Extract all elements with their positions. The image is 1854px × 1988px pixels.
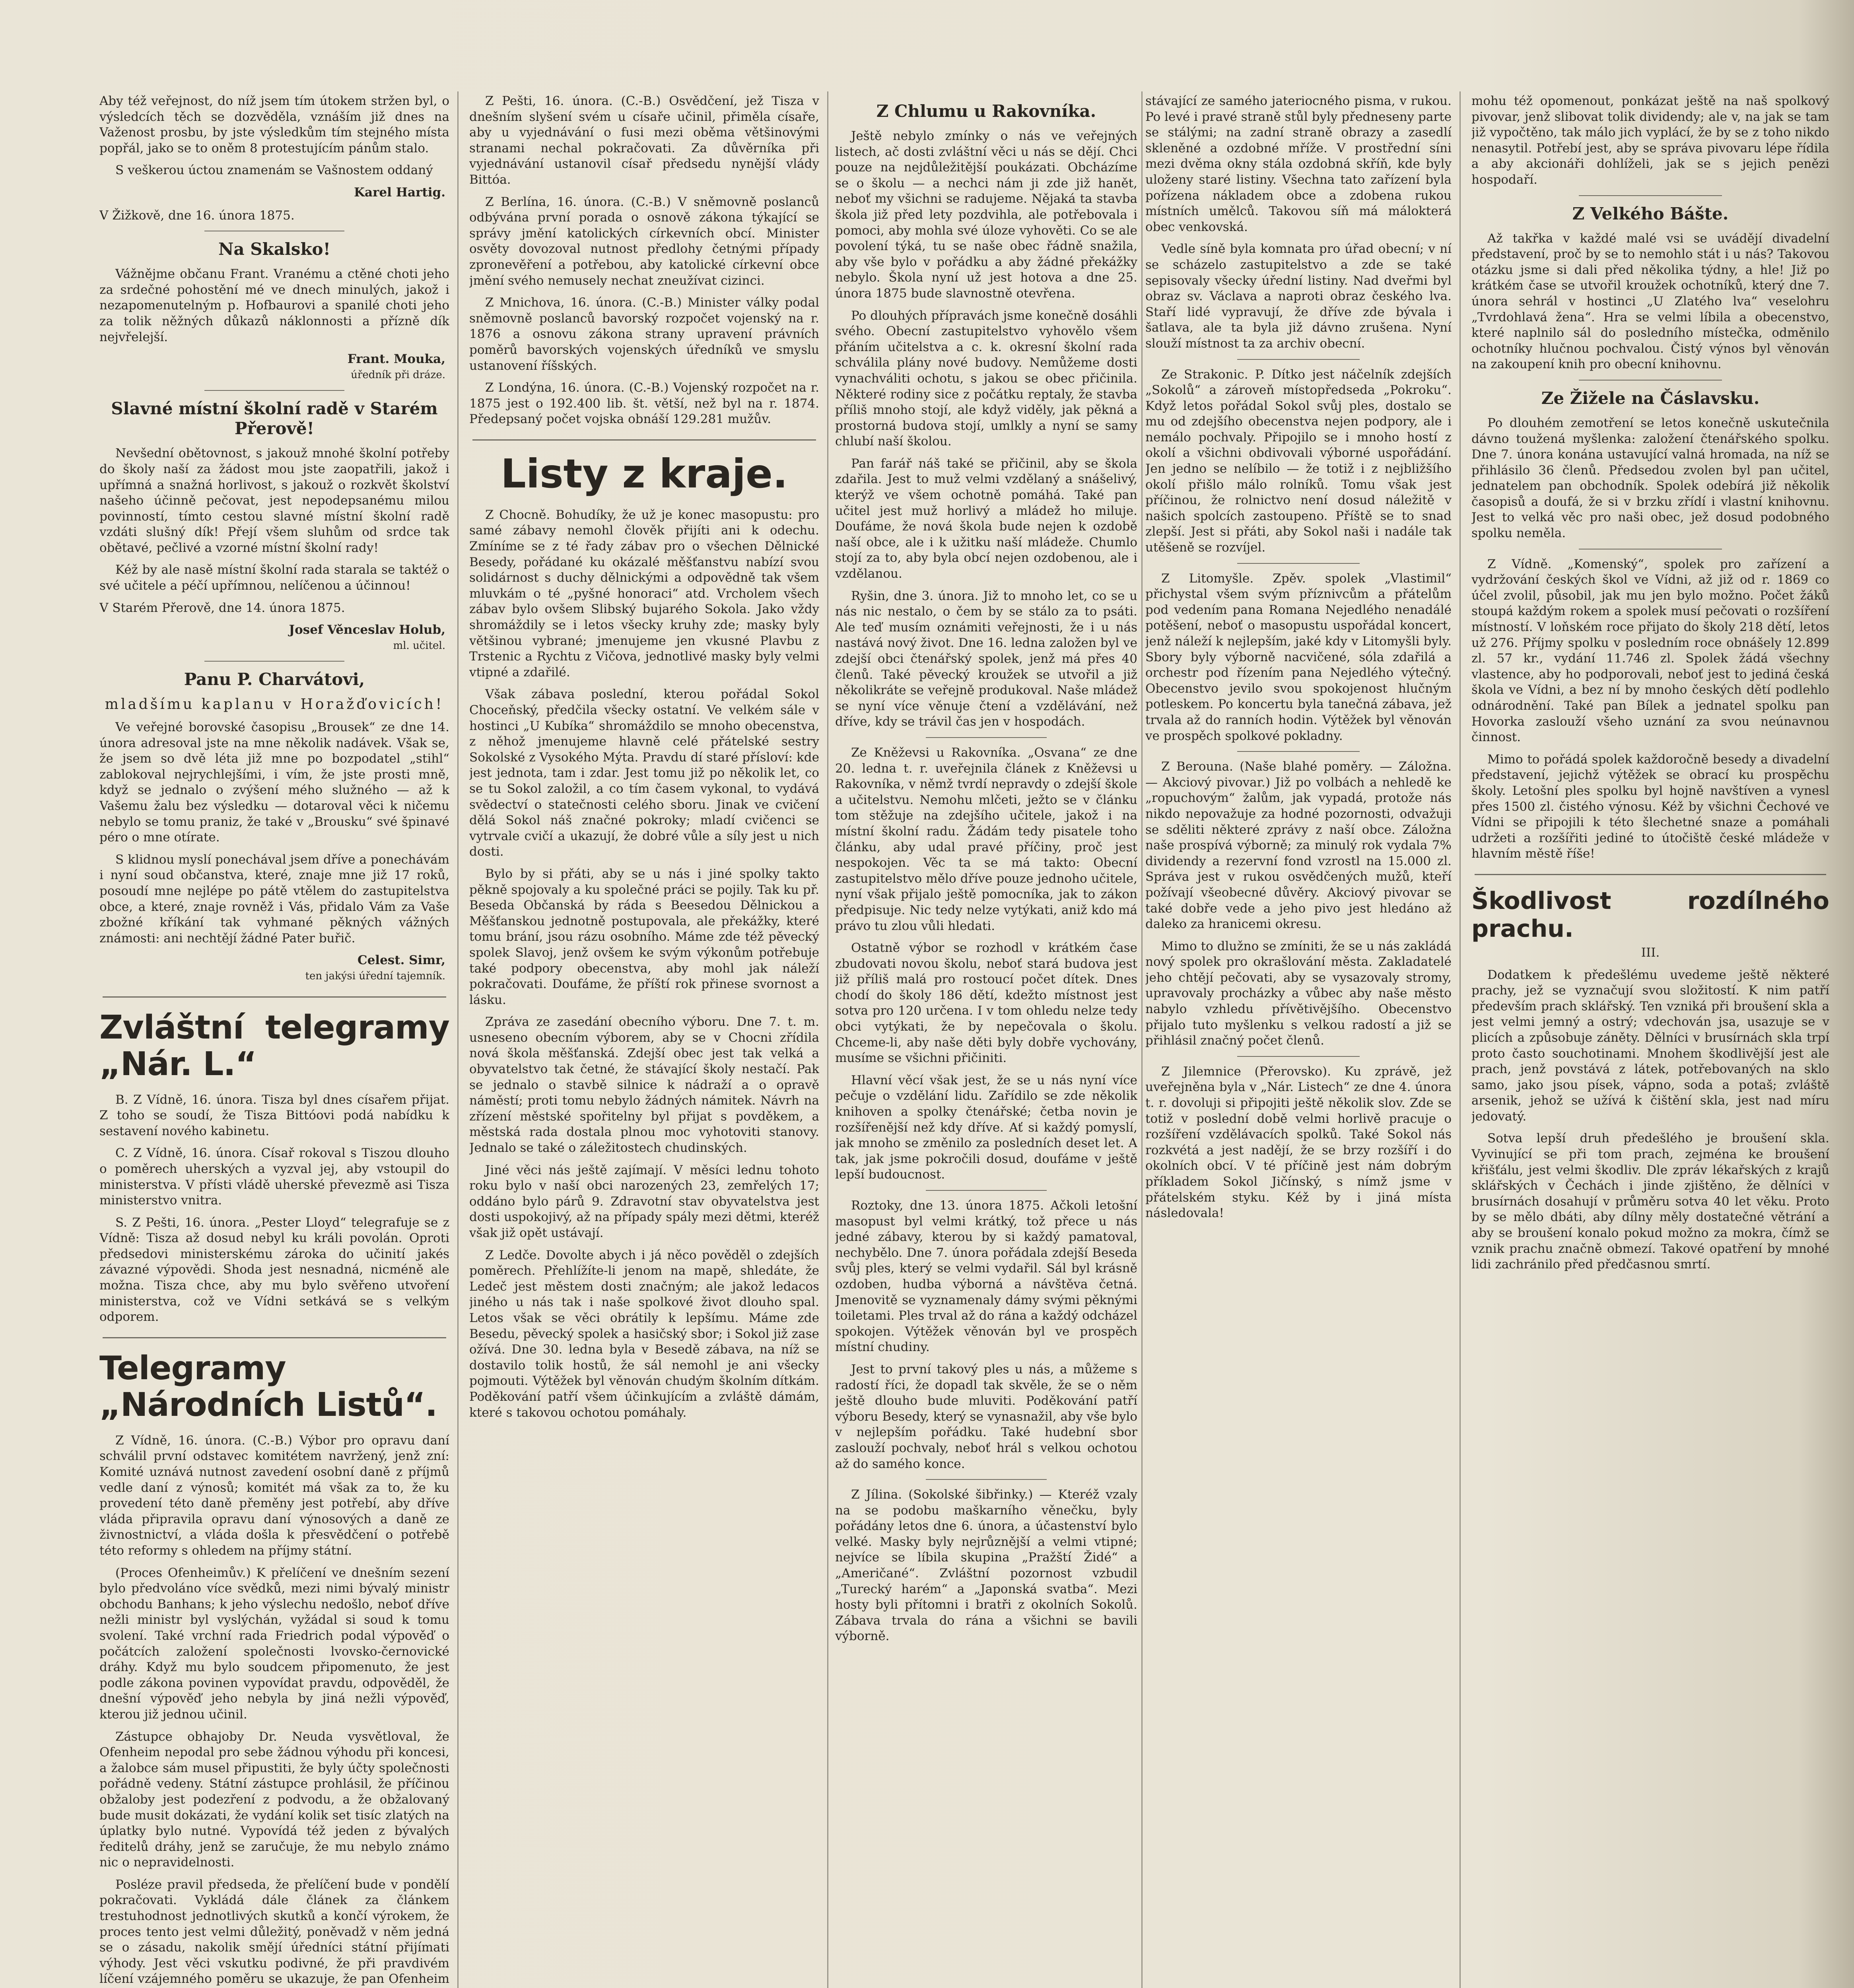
article-text: Dodatkem k předešlému uvedeme ještě některé prachy, jež se vyznačují svou složitostí. K nim patří především prach sklářský. Ten vzniká při broušení skla a jest velmi jemný a ostrý; vdechován jsa, usazuje se v plicích a způsobuje záněty. Dělníci v brusírnách skla trpí proto často souchotinami. Mnohem škodlivější jest ale prach, jenž povstává z látek, potřebovaných na sklo samo, jako jsou písek, vápno, soda a potaš; zvláště arsenik, jehož se užívá k čištění skla, jest nad míru jedovatý. (1471, 967, 1829, 1124)
telegram: Z Londýna, 16. února. (C.-B.) Vojenský rozpočet na r. 1875 jest o 192.400 lib. št. větší, než byl na r. 1874. Předepsaný počet vojska obnáší 129.281 mužův. (469, 381, 819, 427)
divider (103, 1337, 446, 1338)
divider (204, 661, 344, 662)
article-text: Hlavní věcí však jest, že se u nás nyní více pečuje o vzdělání lidu. Zařídilo se zde několik knihoven a spolky čtenářské; četba novin je rozšířenější než kdy dříve. Ať si každý pomyslí, jak mnoho se změnilo za posledních deset let. A tak, jak jsme pokročili dosud, doufáme v ještě lepší budoucnost. (835, 1073, 1137, 1182)
article-text: Po dlouhých přípravách jsme konečně dosáhli svého. Obecní zastupitelstvo vyhovělo všem přáním učitelstva a c. k. okresní školní rada schválila plány nové budovy. Nemůžeme dosti vynachváliti ochotu, s jakou se obec přičinila. Některé rodiny sice z počátku reptaly, že stavba příliš mnoho stojí, ale když viděly, jak pěkná a prostorná budova stojí, umlkly a nyní se samy chlubí naší školou. (835, 308, 1137, 449)
article-text: mohu též opomenout, ponkázat ještě na naš spolkový pivovar, jenž slibovat tolik dividendy; ale v, na jak se tam již vypočtěno, tak málo jich vyplácí, že by se z toho nikdo nenasytil. Potřebí jest, aby se správa pivovaru lépe řídila a aby akcionáři dohlíželi, jak se s jejich penězi hospodaří. (1471, 94, 1829, 187)
article-text: Ostatně výbor se rozhodl v krátkém čase zbudovati novou školu, neboť stará budova jest již příliš malá pro rostoucí počet dítek. Dnes chodí do školy 186 dětí, kdežto místnost jest sotva pro 120 určena. I v tom ohledu nelze tedy obci vytýkati, že by nepečovala o školu. Chceme-li, aby naše děti byly dobře vychovány, musíme se všichni přičiniti. (835, 941, 1137, 1066)
signature-title: ten jakýsi úřední tajemník. (305, 970, 445, 982)
signature-name: Frant. Mouka, (347, 352, 445, 367)
column-5 (1471, 93, 1829, 1988)
divider (926, 1190, 1047, 1191)
telegram: Z Mnichova, 16. února. (C.-B.) Minister války podal sněmovně poslanců bavorský rozpočet vojenský na r. 1876 a osnovu zákona strany upravení právních poměrů bavorských vojenských úředníků ve smyslu ustanovení říšských. (469, 295, 819, 373)
divider (1237, 563, 1360, 564)
divider (472, 439, 816, 441)
article-heading: Na Skalsko! (218, 239, 331, 259)
article-text: Mimo to pořádá spolek každoročně besedy a divadelní představení, jejichž výtěžek se obrací ku prospěchu školy. Letošní ples spolku byl hojně navštíven a vynesl přes 1500 zl. čistého výnosu. Kéž by všichni Čechové ve Vídni se připojili k této šlechetné snaze a pomáhali udržeti a rozšířiti jediné to útočiště české mládeže v hlavním městě říše! (1471, 752, 1829, 861)
article-text: Ryšin, dne 3. února. Již to mnoho let, co se u nás nic nestalo, o čem by se stálo za to psáti. Ale teď musím oznámiti veřejnosti, že i u nás nastává nový život. Dne 16. ledna založen byl ve zdejší obci čtenářský spolek, jenž má přes 40 členů. Také pěvecký kroužek se utvořil a již několikráte se veřejně produkoval. Naše mládež se nyní více věnuje čtení a vzdělávání, než dříve, kdy se trávil čas jen v hospodách. (835, 588, 1137, 729)
divider (1579, 380, 1722, 381)
article-text: Roztoky, dne 13. února 1875. Ačkoli letošní masopust byl velmi krátký, tož přece u nás jedné zábavy, kterou by si každý pamatoval, nechybělo. Dne 7. února pořádala zdejší Beseda svůj ples, který se velmi vydařil. Sál byl krásně ozdoben, hudba výborná a návštěva četná. Jmenovitě se vyznamenaly dámy svými pěknými toiletami. Ples trval až do rána a každý odcházel spokojen. Výtěžek věnován byl ve prospěch místní chudiny. (835, 1198, 1137, 1355)
telegram: B. Z Vídně, 16. února. Tisza byl dnes císařem přijat. Z toho se soudí, že Tisza Bittóovi podá nabídku k sestavení nového kabinetu. (99, 1092, 449, 1138)
telegram: Z Vídně, 16. února. (C.-B.) Výbor pro opravu daní schválil první odstavec komitétem navržený, jenž zní: Komité uznává nutnost zavedení osobní daně z příjmů vedle daní z výnosů; komitét má však za to, že ku provedení této daně přeměny jest potřebí, aby dříve vláda připravila opravu daní výnosových a daně ze živnostnictví, a vláda došla k přesvědčení o potřebě této reformy s ohledem na příjmy státní. (99, 1433, 449, 1558)
article-text: Z Vídně. „Komenský“, spolek pro zařízení a vydržování českých škol ve Vídni, až již od r. 1869 co účel zvolil, působil, jak mu jen bylo možno. Počet žáků stoupá každým rokem a spolek musí pečovati o rozšíření místností. V loňském roce přijato do školy 218 dětí, letos už 276. Příjmy spolku v posledním roce obnášely 12.899 zl. 57 kr., vydání 11.746 zl. Spolek žádá všechny vlastence, aby ho podporovali, neboť jest to jediná česká škola ve Vídni, a bez ní by mnoho českých dětí podlehlo odnárodnění. Také pan Bílek a jednatel spolku pan Hovorka zaslouží všeho uznání za svou neúnavnou činnost. (1471, 557, 1829, 745)
column-4 (1145, 93, 1452, 1988)
article-text: Však zábava poslední, kterou pořádal Sokol Choceňský, předčila všecky ostatní. Ve velkém sále v hostinci „U Kubíka“ shromáždilo se mnoho obecenstva, z něhož jmenujeme hlavně celé přátelské sestry Sokolské z Vysokého Mýta. Pravdu dí staré přísloví: kde jest jednota, tam i zdar. Jest tomu již po několik let, co se tu Sokol založil, a co tím časem vykonal, to vydává svědectví o statečnosti celého sboru. Jinak ve cvičení dělá Sokol náš značné pokroky; mladí cvičenci se vytrvale cvičí a ukazují, že dobré vůle a síly jest u nich dosti. (469, 687, 819, 859)
signature (99, 351, 445, 383)
telegram: Z Berlína, 16. února. (C.-B.) V sněmovně poslanců odbývána první porada o osnově zákona týkající se správy jmění katolických církevních obcí. Minister osvěty dovozoval nutnost předlohy četnými případy zpronevěření a potřebou, aby katolické církevní obce jmění svého nemusely nechat zneužívat cizinci. (469, 194, 819, 288)
article-text: S veškerou úctou znamenám se Vašnostem oddaný (115, 163, 433, 178)
article-text: Ze Strakonic. P. Dítko jest náčelník zdejších „Sokolů“ a zároveň místopředseda „Pokroku“. Když letos pořádal Sokol svůj ples, dostalo se mu od zdejšího obecenstva nejen podpory, ale i nemálo pochvaly. Připojilo se i mnoho hostí z okolí a všichni obdivovali výborné uspořádání. Jen jedno se nelíbilo — že totiž i z nejbližšího okolí přišlo málo rolníků. Tomu však jest příčinou, že rolnictvo není dosud náležitě v našich spolcích zastoupeno. Příště se to snad zlepší. Jest si přáti, aby Sokol naši i nadále tak utěšeně se rozvíjel. (1145, 367, 1452, 555)
divider (1237, 751, 1360, 752)
column-rule (1459, 91, 1461, 1988)
telegram: Zástupce obhajoby Dr. Neuda vysvětloval, že Ofenheim nepodal pro sebe žádnou výhodu při koncesi, a žalobce sám musel připustiti, že byly účty společnosti pořádně vedeny. Státní zástupce prohlásil, že příčinou obžaloby jest podezření z podvodu, a že obžalovaný bude musit dokázati, že vydání kolik set tisíc zlatých na úplatky bylo nutné. Vypovídá též jeden z bývalých ředitelů dráhy, jenž se zaručuje, že mu nebylo známo nic o nepravidelnosti. (99, 1729, 449, 1870)
article-heading: Ze Žižele na Čáslavsku. (1541, 388, 1760, 408)
column-1 (99, 93, 449, 1988)
divider (103, 996, 446, 998)
article-text: stávající ze samého jateriocného pisma, v rukou. Po levé i pravé straně stůl byly předneseny parte se stálými; na zadní straně obrazy a zasedlí skleněné a ozdobné mříže. V prostřední síni mezi dvěma okny stála ozdobná skříň, kde byly uloženy staré listiny. Všechna tato zařízení byla pořízena nákladem obce a zdobena rukou místních umělců. Takovou síň má málokterá obec venkovská. (1145, 94, 1452, 234)
article-text: Z Litomyšle. Zpěv. spolek „Vlastimil“ přichystal všem svým příznivcům a přátelům pod vedením pana Romana Nejedlého nenadálé potěšení, neboť o masopustu uspořádal koncert, jenž náleží k nejlepším, jaké kdy v Litomyšli byly. Sbory byly výborně nacvičené, sóla zdařilá a orchestr pod řízením pana Nejedlého výtečný. Obecenstvo jevilo svou spokojenost hlučným potleskem. Po koncertu byla tanečná zábava, jež trvala až do ranních hodin. Výtěžek byl věnován ve prospěch spolkové pokladny. (1145, 571, 1452, 743)
article-text: Až takřka v každé malé vsi se uvádějí divadelní představení, proč by se to nemohlo stát i u nás? Takovou otázku jsme si dali před několika týdny, a hle! Již po krátkém čase se utvořil kroužek ochotníků, který dne 7. února sehrál v hostinci „U Zlatého lva“ veselohru „Tvrdohlavá žena“. Hra se velmi líbila a obecenstvo, které naplnilo sál do posledního místečka, odměnilo ochotníky hlučnou pochvalou. Čistý výnos byl věnován na zakoupení knih pro obecní knihovnu. (1471, 231, 1829, 372)
article-text: Z Ledče. Dovolte abych i já něco pověděl o zdejších poměrech. Přehlížíte-li jenom na mapě, shledáte, že Ledeč jest městem dosti značným; ale jakož ledacos jiného u nás tak i naše spolkové život dlouho spal. Letos však se věci obrátily k lepšímu. Máme zde Besedu, pěvecký spolek a hasičský sbor; i Sokol již zase ožívá. Dne 30. ledna byla v Besedě zábava, na níž se dostavilo tolik hostů, že sál nemohl je ani všecky pojmouti. Výtěžek byl věnován chudým školním dítkám. Poděkování patří všem účinkujícím a zvláště dámám, které s takovou ochotou pomáhaly. (469, 1248, 819, 1420)
signature-title: ml. učitel. (393, 639, 445, 652)
section-heading: Listy z kraje. (501, 450, 788, 497)
dateline: V Žižkově, dne 16. února 1875. (99, 208, 295, 223)
article-text: Jiné věci nás ještě zajímají. V měsíci lednu tohoto roku bylo v naší obci narozených 23, zemřelých 17; oddáno bylo párů 9. Zdravotní stav obyvatelstva jest dosti uspokojivý, až na případy spály mezi dětmi, kteréž však již opět ustávají. (469, 1163, 819, 1240)
divider (1475, 874, 1826, 875)
telegram: Posléze pravil předseda, že přelíčení bude v pondělí pokračovati. Vykládá dále článek za článkem trestuhodnost jednotlivých skutků a končí výrokem, že proces tento jest velmi důležitý, poněvadž v něm jedná se o zásadu, nakolik smějí úředníci státní přijímati výhody. Jest věci vskutku podivné, že při pravdivém líčení vzájemného poměru se ukazuje, že pan Ofenheim (99, 1877, 449, 1986)
column-rule (1141, 91, 1143, 1988)
section-number: III. (1641, 945, 1660, 960)
article-text: Po dlouhém zemotření se letos konečně uskutečnila dávno toužená myšlenka: založení čtenářského spolku. Dne 7. února konána ustavující valná hromada, na níž se přihlásilo 36 členů. Předsedou zvolen byl pan učitel, jednatelem pan obchodník. Spolek odebírá již několik časopisů a doufá, že si v brzku zřídí i vlastní knihovnu. Jest to velká věc pro naši obec, jež dosud podobného spolku neměla. (1471, 415, 1829, 541)
signature-title: úředník při dráze. (351, 369, 445, 381)
divider (1237, 359, 1360, 360)
article-text: S klidnou myslí ponechával jsem dříve a ponechávám i nyní soud občanstva, které, znaje mne již 17 roků, posoudí mne nejlépe po pátě vtělem do zastupitelstva obce, a které, znaje rovněž i Vás, přidalo Vám za Vaše zbožné kříkání tak vyhmané pěkných vážných známosti: ani nechtějí žádné Pater buřič. (99, 852, 449, 945)
telegram: C. Z Vídně, 16. února. Císař rokoval s Tiszou dlouho o poměrech uherských a vyzval jej, aby vstoupil do ministerstva. V přísti vládě uherské převezmě asi Tisza ministerstvo vnitra. (99, 1146, 449, 1208)
article-text: Ze Kněževsi u Rakovníka. „Osvana“ ze dne 20. ledna t. r. uveřejnila článek z Kněževsi u Rakovníka, v němž tvrdí nepravdy o zdejší škole a učitelstvu. Nemohu mlčeti, ježto se v článku tom stěžuje na zdejšího učitele, jakož i na místní školní radu. Žádám tedy pisatele toho článku, aby udal pravé příčiny, proč jest nespokojen. Věc ta se má takto: Obecní zastupitelstvo mělo dříve pouze jednoho učitele, nyní však přijalo ještě pomocníka, jak to zákon předpisuje. Nic tedy nelze vytýkati, aniž kdo má právo tu zlou vůli hledati. (835, 745, 1137, 933)
article-text: Z Jilemnice (Přerovsko). Ku zprávě, jež uveřejněna byla v „Nár. Listech“ ze dne 4. února t. r. dovoluji si připojiti ještě několik slov. Zde se totiž v poslední době velmi horlivě pracuje o rozšíření vzdělávacích spolků. Také Sokol nás rozkvétá a jest nadějí, že se brzy rozšíří i do okolních obcí. V té příčině jest nám dobrým příkladem Sokol Jičínský, s nímž jsme v přátelském styku. Kéž by i jiná místa následovala! (1145, 1064, 1452, 1221)
article-text: Bylo by si přáti, aby se u nás i jiné spolky takto pěkně spojovaly a ku společné práci se pojily. Tak ku př. Beseda Občanská by ráda s Beesedou Dělnickou a Měšťanskou jednotně postupovala, ale překážky, které tomu brání, jsou rázu osobního. Máme zde též pěvecký spolek Slavoj, jenž ovšem ke svým výkonům potřebuje také podpory obecenstva, aby mohl jak náleží pokračovati. Doufáme, že příští rok přinese svornost a lásku. (469, 866, 819, 1007)
signature-name: Josef Věnceslav Holub, (289, 623, 445, 637)
column-rule (827, 91, 828, 1988)
section-heading: Škodlivost rozdílného prachu. (1471, 887, 1829, 943)
article-text: Aby též veřejnost, do níž jsem tím útokem stržen byl, o výsledcích těch se dozvěděla, vznáším již dnes na Važenost prosbu, by jste výsledkům tím stejného místa popřál, jako se to oněm 8 protestujícím pánům stalo. (99, 94, 449, 155)
divider (926, 1479, 1047, 1480)
column-3 (835, 93, 1137, 1988)
article-heading: Slavné místní školní radě v Starém Přerově! (111, 399, 438, 439)
column-rule (457, 91, 459, 1988)
article-text: Ve veřejné borovské časopisu „Brousek“ ze dne 14. února adresoval jste na mne několik nadávek. Však se, že jsem so dvě léta již mne po bozpodatel „stihl“ zablokoval nejrychlejšími, i vím, že jste prosti mně, když se jednalo o zvýšení mého služného — až k Vašemu žalu bez výsledku — dotaroval věci k ničemu nebylo se tomu praniz, že také v „Brousku“ své špinavé péro o mne otírate. (99, 720, 449, 845)
divider (926, 737, 1047, 738)
article-text: Kéž by ale nasě místní školní rada starala se taktéž o své učitele a péčí upřímnou, nelíčenou a účinnou! (99, 563, 449, 593)
article-text: Nevšední obětovnost, s jakouž mnohé školní potřeby do školy naší za žádost mou jste zaopatřili, jakož i upřímná a snažná horlivost, s jakouž o rozkvět školství našeho účinně pečovat, jest nepodepsanému milou povinností, tímto cestou slavné místní školní radě vzdáti slušný dík! Přejí všem sluhům od srdce tak obětavé, pečlivé a vzorné místní školní rady! (99, 446, 449, 555)
telegram: S. Z Pešti, 16. února. „Pester Lloyd“ telegrafuje se z Vídně: Tisza až dosud nebyl ku králi povolán. Oproti předsedovi ministerskému zároka do učinití jakés závazné výpovědi. Shoda jest nesnadná, nicméně ale možna. Tisza chce, aby mu bylo svěřeno utvoření ministerstva, což ve Vídni setkává se s velkým odporem. (99, 1215, 449, 1324)
article-text: Pan farář náš také se přičinil, aby se škola zdařila. Jest to muž velmi vzdělaný a snášelivý, kterýž ve všem ochotně pomáhá. Také pan učitel jest muž horlivý a mládež ho miluje. Doufáme, že nová škola bude nejen k ozdobě naší obce, ale i k užitku naší mládeže. Chumlo stojí za to, aby byla obcí nejen ozdobenou, ale i vzdělanou. (835, 456, 1137, 581)
telegram: Z Pešti, 16. února. (C.-B.) Osvědčení, jež Tisza v dnešním slyšení svém u císaře učinil, přiměla císaře, aby u vyjednávání o fusi mezi oběma většinovými stranami nechal pokračovati. Za důvěrníka při vyjednávání ustanovil císař předsedu nynější vlády Bittóa. (469, 94, 819, 187)
divider (1579, 195, 1722, 196)
article-text: Sotva lepší druh předešlého je broušení skla. Vyvinující se při tom prach, zejména ke broušení křišťálu, jest velmi škodliv. Dle zpráv lékařských z krajů sklářských v Čechách i jinde zjištěno, že dělníci v brusírnách dosahují v průměru sotva 40 let věku. Proto by se mělo dbáti, aby dílny měly dostatečné větrání a aby se broušení konalo pokud možno za mokra, čímž se vznik prachu značně obmezí. Takové opatření by mnohé lidi zachránilo před předčasnou smrtí. (1471, 1131, 1829, 1272)
signature: Karel Hartig. (354, 185, 445, 200)
section-heading: Telegramy „Národních Listů“. (99, 1349, 437, 1424)
dateline: V Starém Přerově, dne 14. února 1875. (99, 600, 345, 615)
article-text: Jest to první takový ples u nás, a můžeme s radostí říci, že dopadl tak skvěle, že se o něm ještě dlouho bude mluviti. Poděkování patří výboru Besedy, který se vynasnažil, aby vše bylo v nejlepším pořádku. Také hudební sbor zaslouží pochvaly, neboť hrál s velkou ochotou až do samého konce. (835, 1362, 1137, 1471)
article-heading: Z Velkého Bášte. (1572, 204, 1729, 223)
article-text: Vedle síně byla komnata pro úřad obecní; v ní se scházelo zastupitelstvo a zde se také sepisovaly všecky úřední listiny. Nad dveřmi byl obraz sv. Václava a naproti obraz českého lva. Staří lidé vypravují, že dříve zde bývala i šatlava, ale ta byla již dávno zrušena. Nyní slouží místnost ta za archiv obecní. (1145, 242, 1452, 351)
telegram: (Proces Ofenheimův.) K přelíčení ve dnešním sezení bylo předvoláno více svědků, mezi nimi bývalý ministr obchodu Banhans; k jeho výslechu nedošlo, neboť dříve nežli ministr byl vyslýchán, vyžádal si soud k tomu svolení. Také vrchní rada Friedrich podal výpověď o počátcích založení společnosti lvovsko-černovické dráhy. Když mu bylo soudcem připomenuto, že jest podle zákona povinen vypovídat pravdu, odpověděl, že dnešní výpověď jeho nebyla by jiná nežli výpověď, kterou již jednou učinil. (99, 1565, 449, 1722)
article-subheading: mladšímu kaplanu v Horažďovicích! (105, 696, 444, 713)
section-heading: Zvláštní telegramy „Nár. L.“ (99, 1008, 449, 1083)
signature (99, 622, 445, 654)
article-heading: Z Chlumu u Rakovníka. (876, 101, 1096, 121)
article-text: Z Berouna. (Naše blahé poměry. — Záložna. — Akciový pivovar.) Již po volbách a nehledě ke „ropuchovým“ žalům, jak vypadá, protože nás nikdo nepovažuje za hodné pozornosti, odvažuji se sděliti některé zprávy z naší obce. Záložna naše prospívá výborně; za minulý rok vydala 7% dividendy a rezervní fond vzrostl na 15.000 zl. Správa jest v rukou osvědčených mužů, kteří požívají všeobecné důvěry. Akciový pivovar se také dobře vede a jeho pivo jest hledáno až daleko za hranicemi okresu. (1145, 759, 1452, 932)
article-heading: Panu P. Charvátovi, (184, 670, 365, 689)
article-text: Z Chocně. Bohudíky, že už je konec masopustu: pro samé zábavy nemohl člověk přijíti ani k odechu. Zmíníme se z té řady zábav pro o všechen Dělnické Besedy, pořádané ku okázalé měšťanstvu nabízí svou solidárnost s duchy dělnickými a odpovědně tak všem mluvkám o té „pyšné honoraci“ atd. Vrcholem všech zábav bylo ovšem Slibský bujarého Sokola. Jako vždy shromáždily se i letos všecky kruhy zde; masky byly většinou vybrané; jmenujeme jen vkusné Plavbu z Trstenic a Rychtu z Vičova, jednotlivé masky byly velmi vtipné a zdařilé. (469, 507, 819, 679)
article-text: Zpráva ze zasedání obecního výboru. Dne 7. t. m. usneseno obecním výborem, aby se v Chocni zřídila nová škola měšťanská. Zdejší obec jest tak velká a obyvatelstvo tak četné, že stávající školy nestačí. Pak se jednalo o stavbě silnice k nádraží a o opravě náměstí; proti tomu nebylo žádných námitek. Návrh na zřízení městské spořitelny byl přijat s povděkem, a městská rada dostala plnou moc vyhotoviti stanovy. Jednalo se také o záležitostech chudinských. (469, 1015, 819, 1155)
signature (99, 953, 445, 984)
divider (204, 390, 344, 391)
divider (1237, 1056, 1360, 1057)
article-text: Ještě nebylo zmínky o nás ve veřejných listech, ač dosti zvláštní věci u nás se dějí. Chci pouze na nejdůležitější poukázati. Obcházíme se o školu — a nechci nám ji zde již hanět, neboť my všichni se radujeme. Nějaká ta stavba škola již před lety pozdvihla, ale potřebovala i pomoci, aby mohla své úloze vyhověti. Co se ale povolení týká, tu se naše obec řádně snažila, aby vše bylo v pořádku a aby žádné překážky nebylo. Škola nyní už jest hotova a dne 25. února 1875 bude slavnostně otevřena. (835, 129, 1137, 301)
article-text: Vážnějme občanu Frant. Vranému a ctěné choti jeho za srdečné pohostění mé ve dnech minulých, jakož i nezapomenutelným p. Hofbaurovi a spanilé choti jeho za tolik něžných důkazů náklonnosti a přízně dík nejvřelejší. (99, 267, 449, 344)
column-2 (469, 93, 819, 1988)
signature-name: Celest. Simr, (357, 953, 445, 968)
article-text: Z Jílina. (Sokolské šibřinky.) — Kteréž vzaly na se podobu maškarního věnečku, byly pořádány letos dne 6. února, a účastenství bylo velké. Masky byly nejrůznější a velmi vtipné; nejvíce se líbila skupina „Pražští Židé“ a „Američané“. Zvláštní pozornost vzbudil „Turecký harém“ a „Japonská svatba“. Mezi hosty byli přítomni i bratři z okolních Sokolů. Zábava trvala do rána a všichni se bavili výborně. (835, 1487, 1137, 1644)
article-text: Mimo to dlužno se zmíniti, že se u nás zakládá nový spolek pro okrašlování města. Zakladatelé jeho chtějí pečovati, aby se vysazovaly stromy, upravovaly procházky a vůbec aby naše město nabylo vzhledu přívětivějšího. Obecenstvo přijalo tuto myšlenku s velkou radostí a již se přihlásil značný počet členů. (1145, 939, 1452, 1048)
